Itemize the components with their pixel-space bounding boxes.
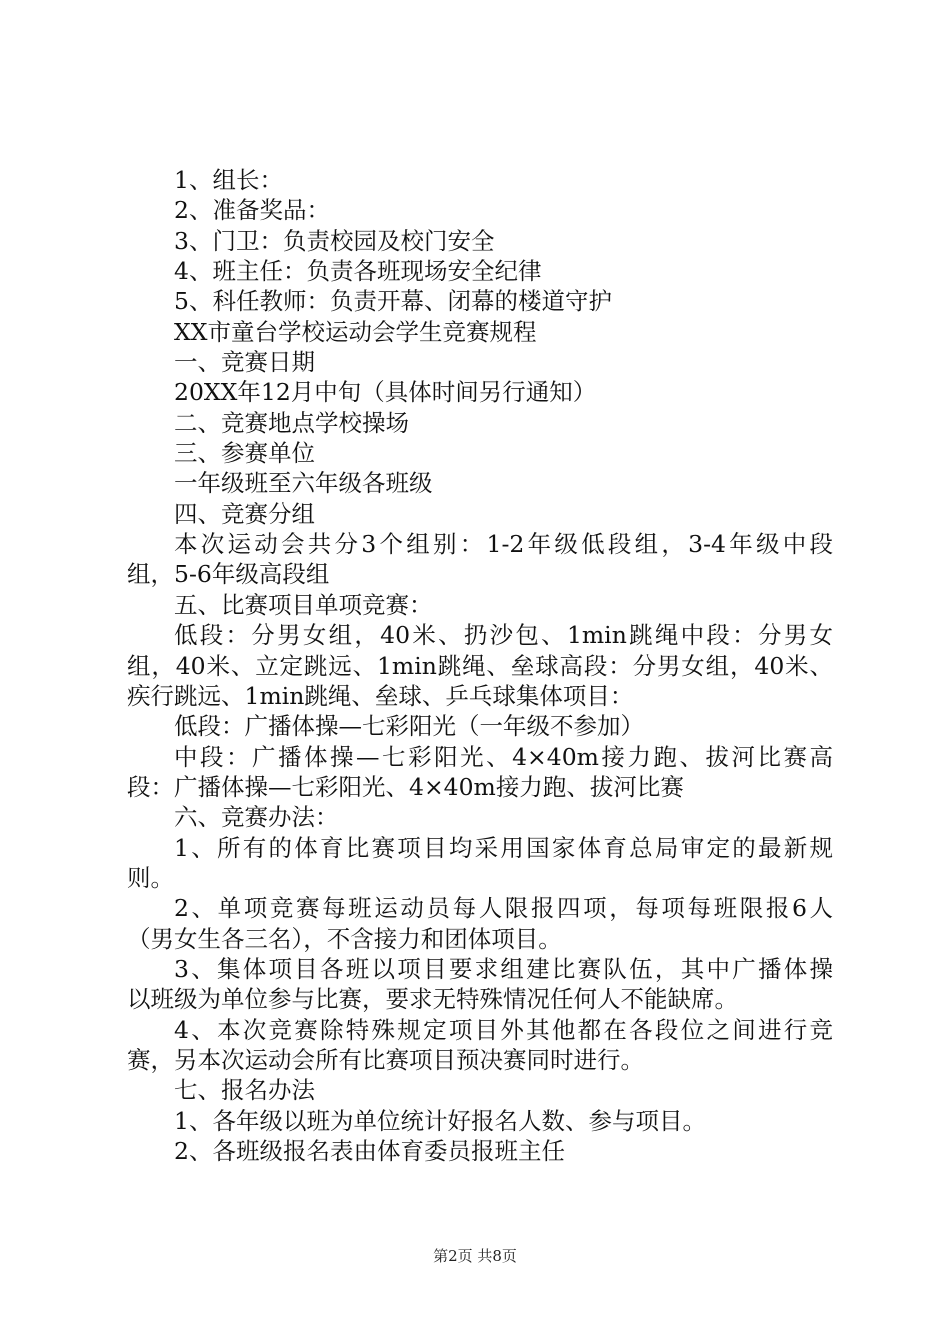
text-line: 疾行跳远、1min跳绳、垒球、乒乓球集体项目：	[127, 681, 634, 710]
text-line: 一、竞赛日期	[174, 348, 315, 377]
text-line: 五、比赛项目单项竞赛：	[174, 590, 433, 619]
text-line: 三、参赛单位	[174, 439, 315, 468]
text-line: 1、所有的体育比赛项目均采用国家体育总局审定的最新规	[174, 833, 833, 862]
text-line: 2、准备奖品：	[174, 196, 330, 225]
text-line: 1、组长：	[174, 166, 283, 194]
text-line: 组，40米、立定跳远、1min跳绳、垒球高段：分男女组，40米、	[127, 651, 833, 680]
text-line: 1、各年级以班为单位统计好报名人数、参与项目。	[174, 1106, 706, 1135]
text-line: 赛，另本次运动会所有比赛项目预决赛同时进行。	[127, 1045, 644, 1074]
text-line: 20XX年12月中旬（具体时间另行通知）	[174, 378, 597, 407]
text-line: 组，5-6年级高段组	[127, 560, 330, 589]
text-line: 3、门卫：负责校园及校门安全	[174, 226, 495, 255]
text-line: （男女生各三名），不含接力和团体项目。	[127, 924, 562, 953]
text-line: 低段：广播体操—七彩阳光（一年级不参加）	[174, 712, 644, 741]
text-line: 本次运动会共分3个组别：1-2年级低段组，3-4年级中段	[174, 530, 833, 559]
text-line: 以班级为单位参与比赛，要求无特殊情况任何人不能缺席。	[127, 985, 738, 1014]
text-line: 5、科任教师：负责开幕、闭幕的楼道守护	[174, 287, 612, 316]
text-line: 2、各班级报名表由体育委员报班主任	[174, 1137, 565, 1165]
text-line: 四、竞赛分组	[174, 499, 315, 528]
text-line: 4、班主任：负责各班现场安全纪律	[174, 257, 542, 286]
text-line: 七、报名办法	[174, 1076, 315, 1105]
text-line: XX市童台学校运动会学生竞赛规程	[174, 317, 537, 346]
text-line: 低段：分男女组，40米、扔沙包、1min跳绳中段：分男女	[174, 621, 833, 650]
text-line: 2、单项竞赛每班运动员每人限报四项，每项每班限报6人	[174, 894, 833, 923]
text-line: 段：广播体操—七彩阳光、4×40m接力跑、拔河比赛	[127, 772, 684, 801]
page-footer: 第2页 共8页	[433, 1247, 517, 1265]
text-line: 3、集体项目各班以项目要求组建比赛队伍，其中广播体操	[174, 954, 833, 983]
text-line: 中段：广播体操—七彩阳光、4×40m接力跑、拔河比赛高	[174, 742, 833, 771]
text-line: 二、竞赛地点学校操场	[174, 408, 409, 437]
text-line: 则。	[127, 863, 174, 892]
text-line: 4、本次竞赛除特殊规定项目外其他都在各段位之间进行竞	[174, 1015, 833, 1044]
text-line: 一年级班至六年级各班级	[174, 469, 433, 498]
document-body	[127, 165, 833, 1166]
text-line: 六、竞赛办法：	[174, 803, 339, 832]
